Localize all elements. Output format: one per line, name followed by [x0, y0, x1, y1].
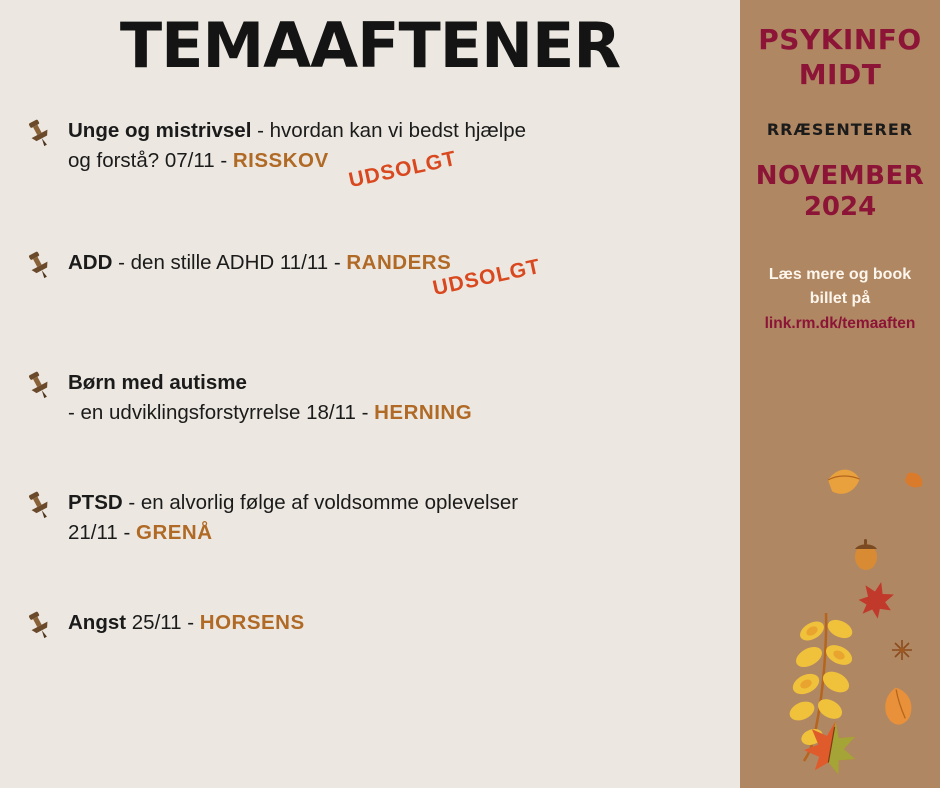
event-place: HERNING — [374, 400, 473, 424]
event-desc-2: - en udviklingsforstyrrelse 18/11 - — [68, 400, 375, 424]
event-text — [68, 248, 720, 278]
event-title: Børn med autisme — [68, 371, 247, 395]
pushpin-icon — [24, 490, 54, 520]
status-badge: UDSOLGT — [430, 255, 543, 301]
event-desc: 25/11 - — [126, 611, 200, 635]
booking-text-line-1: Læs mere og book — [768, 266, 912, 284]
event-desc-2: 21/11 - — [68, 520, 136, 544]
booking-text-line-2: billet på — [809, 290, 871, 308]
event-text — [68, 488, 720, 547]
poster-sidebar — [740, 0, 940, 788]
pushpin-icon — [24, 370, 54, 400]
event-desc-2: og forstå? 07/11 - — [68, 148, 233, 172]
event-text — [68, 368, 720, 427]
list-item[interactable] — [0, 368, 740, 430]
list-item[interactable] — [0, 248, 740, 310]
pushpin-icon — [24, 250, 54, 280]
brand-line-1: PSYKINFO — [758, 23, 922, 56]
event-title: Unge og mistrivsel — [68, 119, 252, 143]
autumn-leaves-decoration — [740, 455, 940, 788]
event-place: RISSKOV — [232, 148, 329, 172]
event-text — [68, 608, 720, 638]
event-title: PTSD — [68, 491, 123, 515]
event-desc: - en alvorlig følge af voldsomme oplevelser — [122, 491, 519, 515]
brand-name — [740, 0, 940, 92]
presents-label: RRÆSENTERER — [766, 120, 914, 139]
event-title: ADD — [68, 251, 113, 275]
status-badge: UDSOLGT — [346, 147, 459, 193]
pushpin-icon — [24, 118, 54, 148]
event-place: HORSENS — [199, 611, 305, 635]
booking-text — [740, 263, 940, 311]
month-label: NOVEMBER — [755, 161, 925, 191]
event-list — [0, 116, 740, 670]
year-label: 2024 — [803, 192, 877, 223]
booking-link[interactable]: link.rm.dk/temaaften — [764, 315, 916, 333]
brand-line-2: MIDT — [798, 58, 882, 91]
event-place: GRENÅ — [136, 520, 213, 544]
event-desc: - hvordan kan vi bedst hjælpe — [251, 119, 527, 143]
page-title: TEMAAFTENER — [119, 9, 621, 82]
list-item[interactable] — [0, 116, 740, 193]
pushpin-icon — [24, 610, 54, 640]
list-item[interactable] — [0, 488, 740, 550]
event-title: Angst — [68, 611, 127, 635]
list-item[interactable] — [0, 608, 740, 670]
event-place: RANDERS — [346, 251, 452, 275]
event-desc: - den stille ADHD 11/11 - — [112, 251, 347, 275]
